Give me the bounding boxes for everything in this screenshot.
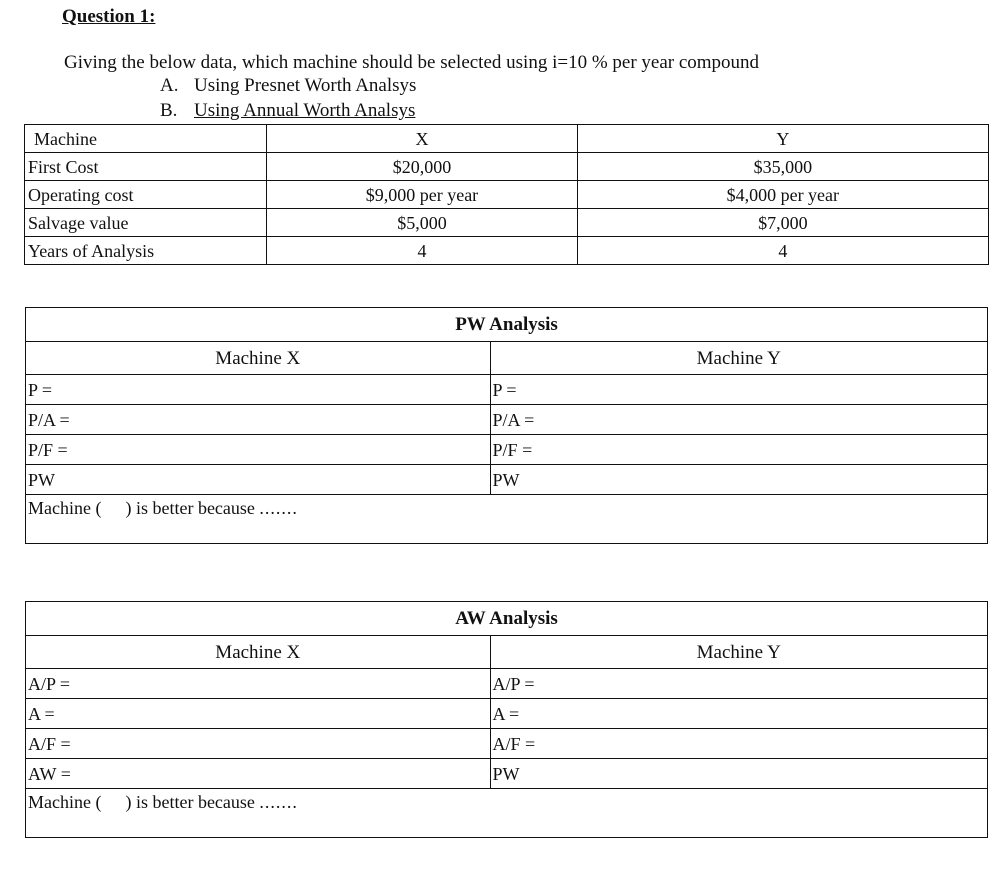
option-a-text: Using Presnet Worth Analsys bbox=[194, 75, 417, 96]
question-prompt: Giving the below data, which machine should be selected using i=10 % per year compound bbox=[64, 52, 760, 73]
pw-conclusion[interactable] bbox=[26, 495, 988, 544]
pw-y-cell[interactable]: P = bbox=[490, 375, 987, 405]
table-row bbox=[26, 435, 988, 465]
aw-conclusion-end: ) is better because bbox=[125, 792, 255, 812]
cell-x: 4 bbox=[267, 237, 577, 265]
table-row bbox=[26, 669, 988, 699]
pw-conclusion-end: ) is better because bbox=[125, 498, 255, 518]
pw-machine-y-header: Machine Y bbox=[490, 342, 987, 375]
aw-conclusion-start: Machine ( bbox=[28, 792, 102, 812]
option-b-text: Using Annual Worth Analsys bbox=[194, 100, 416, 121]
pw-y-cell[interactable]: P/F = bbox=[490, 435, 987, 465]
pw-x-cell[interactable]: P/A = bbox=[26, 405, 491, 435]
pw-machine-x-header: Machine X bbox=[26, 342, 491, 375]
cell-y: $7,000 bbox=[577, 209, 988, 237]
table-row bbox=[25, 181, 989, 209]
cell-x: $20,000 bbox=[267, 153, 577, 181]
aw-conclusion-dots: ....... bbox=[259, 792, 298, 812]
aw-x-cell[interactable]: A/P = bbox=[26, 669, 491, 699]
pw-conclusion-dots: ....... bbox=[259, 498, 298, 518]
table-header-row bbox=[25, 125, 989, 153]
aw-x-cell[interactable]: A = bbox=[26, 699, 491, 729]
header-y: Y bbox=[577, 125, 988, 153]
cell-x: $5,000 bbox=[267, 209, 577, 237]
option-a bbox=[160, 75, 416, 97]
table-row bbox=[26, 375, 988, 405]
table-row bbox=[26, 699, 988, 729]
cell-y: $4,000 per year bbox=[577, 181, 988, 209]
pw-analysis-table bbox=[25, 307, 988, 544]
table-row bbox=[26, 759, 988, 789]
aw-machine-x-header: Machine X bbox=[26, 636, 491, 669]
cell-x: $9,000 per year bbox=[267, 181, 577, 209]
table-row bbox=[26, 465, 988, 495]
pw-x-cell[interactable]: PW bbox=[26, 465, 491, 495]
pw-y-cell[interactable]: P/A = bbox=[490, 405, 987, 435]
aw-y-cell[interactable]: A/P = bbox=[490, 669, 987, 699]
row-label: Years of Analysis bbox=[25, 237, 267, 265]
aw-x-cell[interactable]: AW = bbox=[26, 759, 491, 789]
pw-y-cell[interactable]: PW bbox=[490, 465, 987, 495]
cell-y: $35,000 bbox=[577, 153, 988, 181]
machine-data-table bbox=[24, 124, 989, 265]
aw-y-cell[interactable]: A = bbox=[490, 699, 987, 729]
table-row bbox=[26, 729, 988, 759]
aw-y-cell[interactable]: PW bbox=[490, 759, 987, 789]
aw-y-cell[interactable]: A/F = bbox=[490, 729, 987, 759]
pw-analysis-title: PW Analysis bbox=[26, 308, 988, 342]
pw-x-cell[interactable]: P = bbox=[26, 375, 491, 405]
row-label: Operating cost bbox=[25, 181, 267, 209]
pw-conclusion-start: Machine ( bbox=[28, 498, 102, 518]
question-title: Question 1: bbox=[62, 6, 156, 27]
table-row bbox=[26, 405, 988, 435]
option-a-label: A. bbox=[160, 75, 179, 96]
aw-analysis-table bbox=[25, 601, 988, 838]
option-b-label: B. bbox=[160, 100, 178, 121]
header-machine: Machine bbox=[25, 125, 267, 153]
aw-machine-y-header: Machine Y bbox=[490, 636, 987, 669]
option-b bbox=[160, 100, 415, 122]
header-x: X bbox=[267, 125, 577, 153]
row-label: First Cost bbox=[25, 153, 267, 181]
aw-conclusion[interactable] bbox=[26, 789, 988, 838]
aw-x-cell[interactable]: A/F = bbox=[26, 729, 491, 759]
table-row bbox=[25, 209, 989, 237]
pw-x-cell[interactable]: P/F = bbox=[26, 435, 491, 465]
aw-analysis-title: AW Analysis bbox=[26, 602, 988, 636]
row-label: Salvage value bbox=[25, 209, 267, 237]
cell-y: 4 bbox=[577, 237, 988, 265]
table-row bbox=[25, 153, 989, 181]
table-row bbox=[25, 237, 989, 265]
